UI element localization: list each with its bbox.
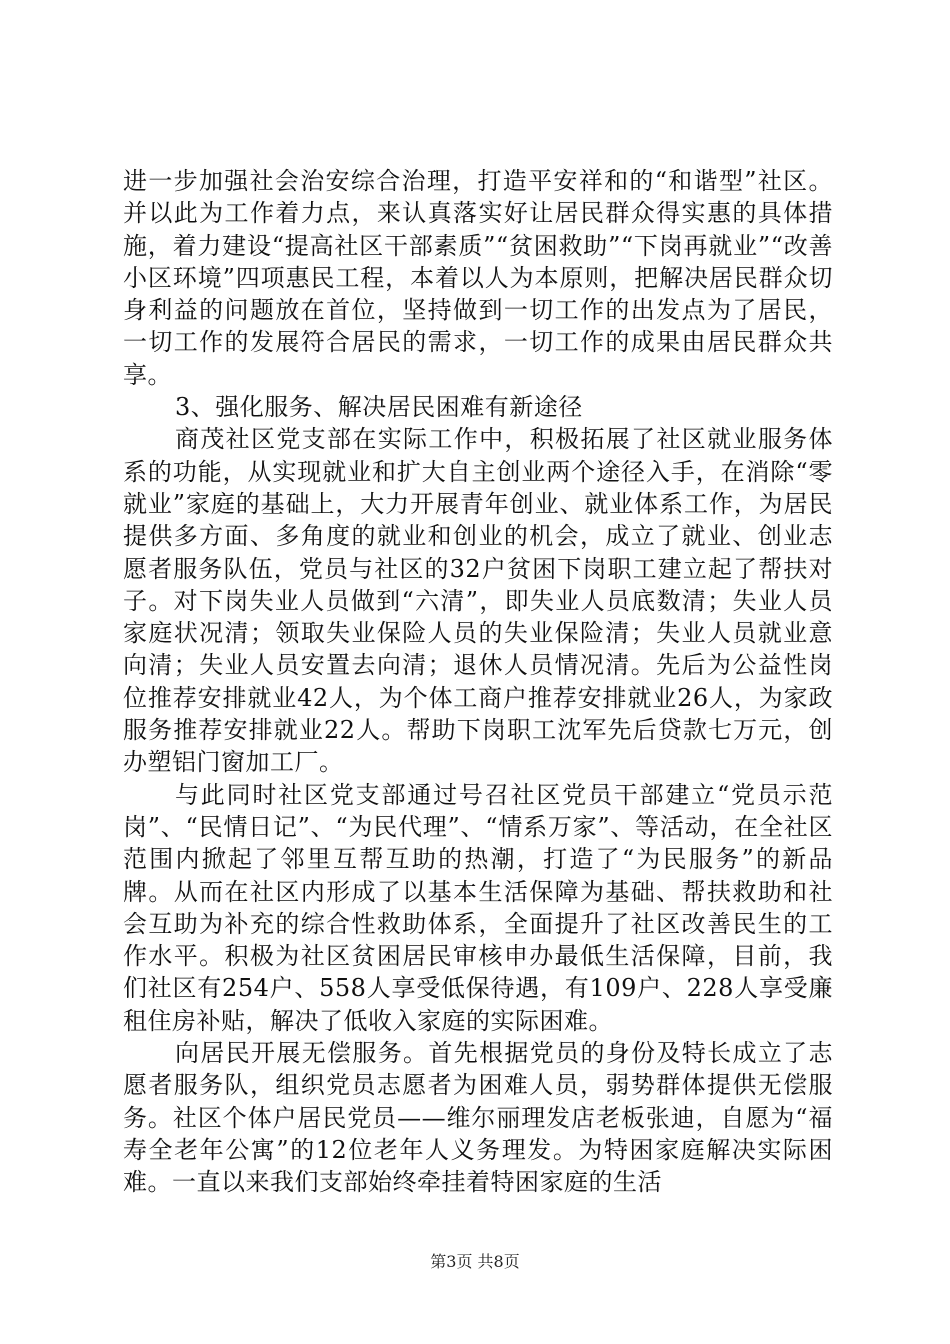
body-text <box>123 165 833 1199</box>
page-number-footer: 第3页 共8页 <box>430 1252 520 1271</box>
paragraph-continuation: 进一步加强社会治安综合治理，打造平安祥和的“和谐型”社区。并以此为工作着力点，来认真落实好让居民群众得实惠的具体措施，着力建设“提高社区干部素质”“贫困救助”“下岗再就业”“改善小区环境”四项惠民工程，本着以人为本原则，把解决居民群众切身利益的问题放在首位，坚持做到一切工作的出发点为了居民，一切工作的发展符合居民的需求，一切工作的成果由居民群众共享。 <box>123 167 833 389</box>
paragraph-employment: 商茂社区党支部在实际工作中，积极拓展了社区就业服务体系的功能，从实现就业和扩大自主创业两个途径入手，在消除“零就业”家庭的基础上，大力开展青年创业、就业体系工作，为居民提供多方面、多角度的就业和创业的机会，成立了就业、创业志愿者服务队伍，党员与社区的32户贫困下岗职工建立起了帮扶对子。对下岗失业人员做到“六清”，即失业人员底数清；失业人员家庭状况清；领取失业保险人员的失业保险清；失业人员就业意向清；失业人员安置去向清；退休人员情况清。先后为公益性岗位推荐安排就业42人，为个体工商户推荐安排就业26人，为家政服务推荐安排就业22人。帮助下岗职工沈军先后贷款七万元，创办塑铝门窗加工厂。 <box>123 425 833 777</box>
paragraph-party-activities: 与此同时社区党支部通过号召社区党员干部建立“党员示范岗”、“民情日记”、“为民代理”、“情系万家”、等活动，在全社区范围内掀起了邻里互帮互助的热潮，打造了“为民服务”的新品牌。从而在社区内形成了以基本生活保障为基础、帮扶救助和社会互助为补充的综合性救助体系，全面提升了社区改善民生的工作水平。积极为社区贫困居民审核申办最低生活保障，目前，我们社区有254户、558人享受低保待遇，有109户、228人享受廉租住房补贴，解决了低收入家庭的实际困难。 <box>123 780 833 1035</box>
section-heading: 3、强化服务、解决居民困难有新途径 <box>175 393 583 422</box>
paragraph-volunteer-service: 向居民开展无偿服务。首先根据党员的身份及特长成立了志愿者服务队，组织党员志愿者为困难人员，弱势群体提供无偿服务。社区个体户居民党员——维尔丽理发店老板张迪，自愿为“福寿全老年公寓”的12位老年人义务理发。为特困家庭解决实际困难。一直以来我们支部始终牵挂着特困家庭的生活 <box>123 1039 833 1197</box>
